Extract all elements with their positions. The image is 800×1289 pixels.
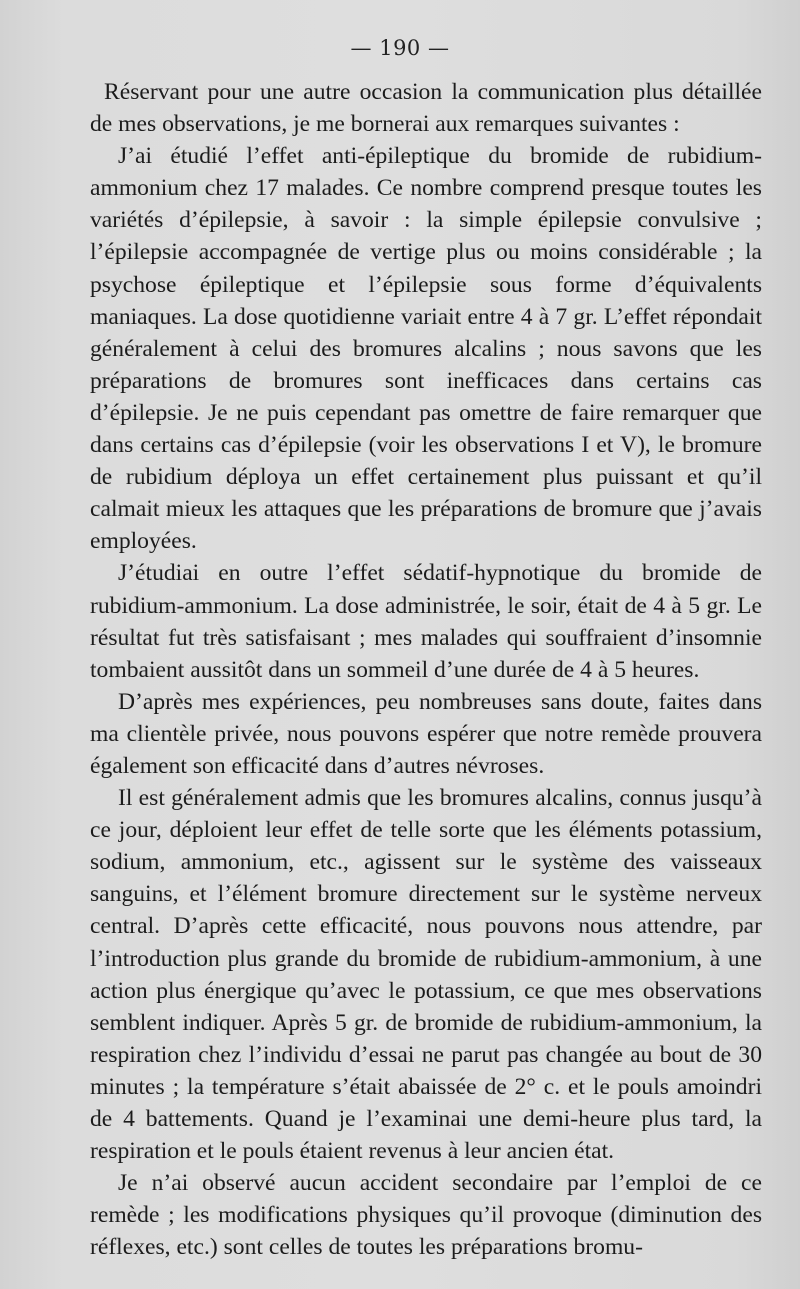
paragraph-sedative-hypnotic: J’étudiai en outre l’effet sédatif-hypnotique du bromide de rubidium-ammonium. La dose administrée, le soir, était de 4 à 5 gr. Le résultat fut très satisfaisant ; mes malades qui souffraient d’insomnie tombaient aussitôt dans un sommeil d’une durée de 4 à 5 heures. [90, 560, 762, 683]
paragraph-side-effects: Je n’ai observé aucun accident secondaire par l’emploi de ce remède ; les modifications physiques qu’il provoque (diminution des réflexes, etc.) sont celles de toutes les préparations bromu- [90, 1170, 762, 1261]
page-number: — 190 — [350, 36, 450, 60]
paragraph-experiences: D’après mes expériences, peu nombreuses sans doute, faites dans ma clientèle privée, nous pouvons espérer que notre remède prouvera également son efficacité dans d’autres névroses. [90, 688, 762, 779]
body-text [90, 76, 762, 1263]
paragraph-anti-epileptic: J’ai étudié l’effet anti-épileptique du bromide de rubidium-ammonium chez 17 malades. Ce nombre comprend presque toutes les variétés d’épilepsie, à savoir : la simple épilepsie convulsive ; l’épilepsie accompagnée de vertige plus ou moins considérable ; la psychose épileptique et l’épilepsie sous forme d’équivalents maniaques. La dose quotidienne variait entre 4 à 7 gr. L’effet répondait généralement à celui des bromures alcalins ; nous savons que les préparations de bromures sont inefficaces dans certains cas d’épilepsie. Je ne puis cependant pas omettre de faire remarquer que dans certains cas d’épilepsie (voir les observations I et V), le bromure de rubidium déploya un effet certainement plus puissant et qu’il calmait mieux les attaques que les préparations de bromure que j’avais employées. [90, 143, 762, 555]
paragraph-intro: Réservant pour une autre occasion la communication plus détaillée de mes observations, je me bornerai aux remarques suivantes : [90, 79, 762, 138]
paragraph-alkaline-bromides: Il est généralement admis que les bromures alcalins, connus jusqu’à ce jour, déploient leur effet de telle sorte que les éléments potassium, sodium, ammonium, etc., agissent sur le système des vaisseaux sanguins, et l’élément bromure directement sur le système nerveux central. D’après cette efficacité, nous pouvons nous attendre, par l’introduction plus grande du bromide de rubidium-ammonium, à une action plus énergique qu’avec le potassium, ce que mes observations semblent indiquer. Après 5 gr. de bromide de rubidium-ammonium, la respiration chez l’individu d’essai ne parut pas changée au bout de 30 minutes ; la température s’était abaissée de 2° c. et le pouls amoindri de 4 battements. Quand je l’examinai une demi-heure plus tard, la respiration et le pouls étaient revenus à leur ancien état. [90, 785, 762, 1165]
